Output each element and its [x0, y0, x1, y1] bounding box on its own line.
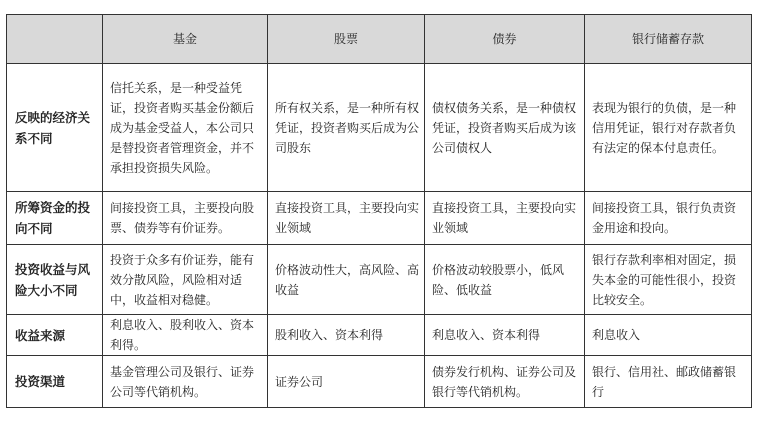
- header-stock: 股票: [268, 15, 425, 64]
- table-row: [7, 245, 752, 315]
- table-cell: 间接投资工具，银行负责资金用途和投向。: [585, 192, 752, 245]
- table-row: [7, 356, 752, 408]
- table-cell: 债券发行机构、证券公司及银行等代销机构。: [425, 356, 585, 408]
- row-label: 所筹资金的投向不同: [7, 192, 103, 245]
- table-cell: 基金管理公司及银行、证券公司等代销机构。: [103, 356, 268, 408]
- table-cell: 所有权关系，是一种所有权凭证，投资者购买后成为公司股东: [268, 64, 425, 192]
- row-label: 投资渠道: [7, 356, 103, 408]
- table-cell: 利息收入、股利收入、资本利得。: [103, 315, 268, 356]
- row-label: 反映的经济关系不同: [7, 64, 103, 192]
- table-cell: 债权债务关系，是一种债权凭证，投资者购买后成为该公司债权人: [425, 64, 585, 192]
- table-cell: 价格波动性大，高风险、高收益: [268, 245, 425, 315]
- row-label: 投资收益与风险大小不同: [7, 245, 103, 315]
- header-bank-deposit: 银行储蓄存款: [585, 15, 752, 64]
- table-cell: 直接投资工具，主要投向实业领域: [425, 192, 585, 245]
- header-corner: [7, 15, 103, 64]
- row-label: 收益来源: [7, 315, 103, 356]
- table-cell: 利息收入、资本利得: [425, 315, 585, 356]
- table-cell: 价格波动较股票小，低风险、低收益: [425, 245, 585, 315]
- table-cell: 利息收入: [585, 315, 752, 356]
- table-cell: 投资于众多有价证券，能有效分散风险，风险相对适中，收益相对稳健。: [103, 245, 268, 315]
- header-row: [7, 15, 752, 64]
- table-cell: 银行、信用社、邮政储蓄银行: [585, 356, 752, 408]
- table-row: [7, 64, 752, 192]
- table-row: [7, 315, 752, 356]
- table-cell: 直接投资工具，主要投向实业领域: [268, 192, 425, 245]
- table-cell: 表现为银行的负债，是一种信用凭证，银行对存款者负有法定的保本付息责任。: [585, 64, 752, 192]
- table-cell: 证券公司: [268, 356, 425, 408]
- header-fund: 基金: [103, 15, 268, 64]
- table-row: [7, 192, 752, 245]
- table-cell: 间接投资工具，主要投向股票、债券等有价证券。: [103, 192, 268, 245]
- table-cell: 银行存款利率相对固定，损失本金的可能性很小，投资比较安全。: [585, 245, 752, 315]
- header-bond: 债券: [425, 15, 585, 64]
- table-cell: 信托关系，是一种受益凭证，投资者购买基金份额后成为基金受益人，本公司只是替投资者管理资金，并不承担投资损失风险。: [103, 64, 268, 192]
- comparison-table: [6, 14, 752, 408]
- table-cell: 股利收入、资本利得: [268, 315, 425, 356]
